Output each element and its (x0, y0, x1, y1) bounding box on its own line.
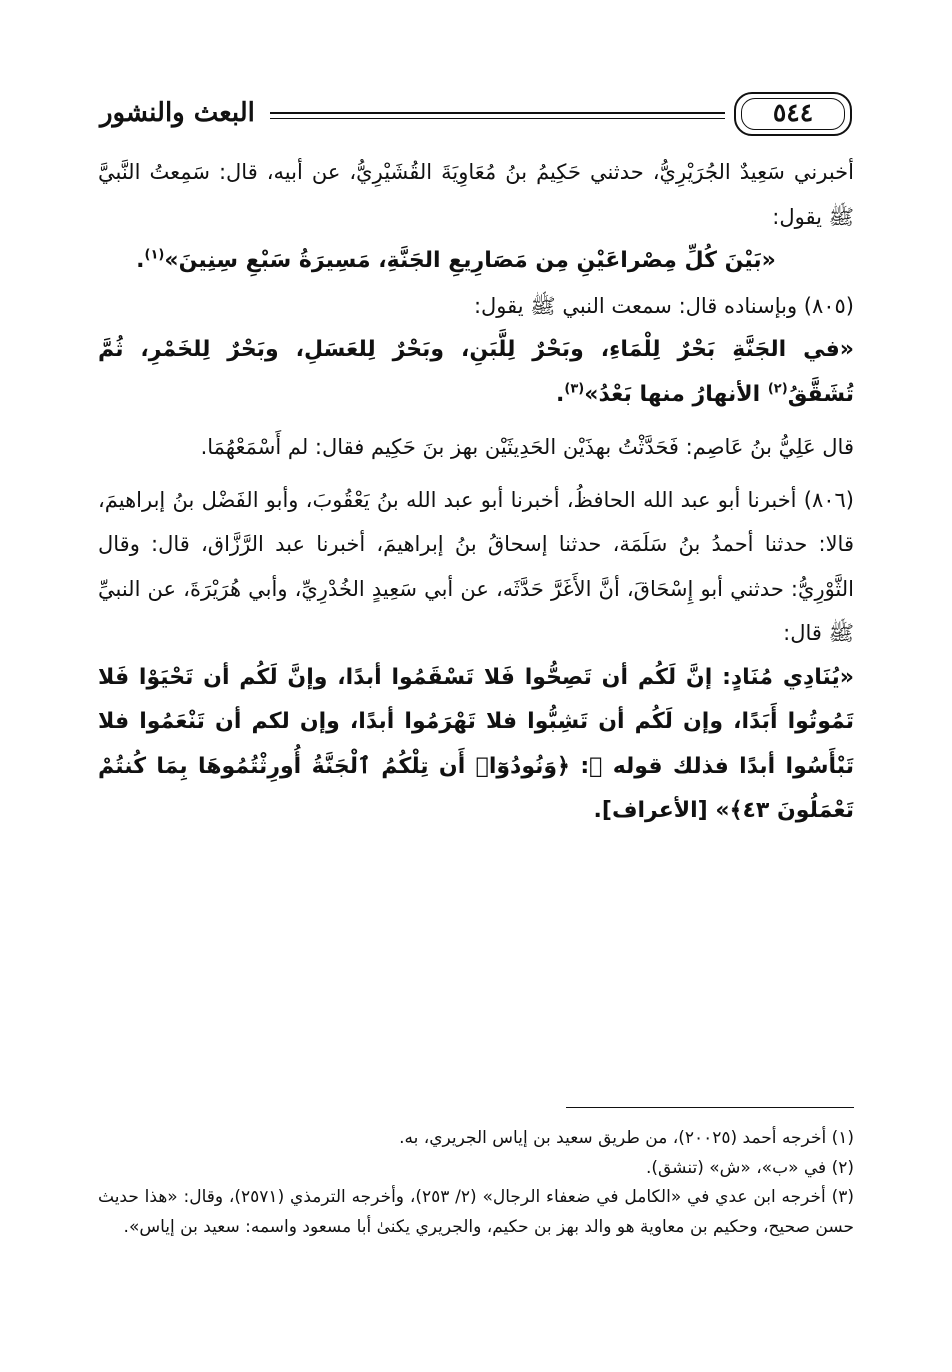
page-number: ٥٤٤ (772, 98, 814, 127)
footnote-ref-1[interactable]: (١) (144, 247, 165, 263)
footnote-ref-3[interactable]: (٣) (564, 381, 585, 397)
hadith-1-end: . (136, 248, 145, 273)
hadith-3 (98, 656, 854, 834)
footnote-2: (٢) في «ب»، «ش» (تنشق). (645, 1157, 854, 1178)
paragraph-gap (98, 470, 854, 478)
paragraph-narration-805: (٨٠٥) وبإسناده قال: سمعت النبي ﷺ يقول: (473, 293, 854, 318)
page-header (100, 92, 852, 142)
paragraph-gap (98, 417, 854, 425)
paragraph-narration-1: أخبرني سَعِيدٌ الجُرَيْرِيُّ، حدثني حَكِيمُ بنُ مُعَاوِيَةَ القُشَيْرِيُّ، عن أبيه، قال: سَمِعتُ النَّبيَّ ﷺ يقول: (98, 160, 854, 229)
footnotes (98, 1124, 854, 1242)
running-title: البعث والنشور (100, 98, 255, 128)
footnote-separator (566, 1107, 854, 1108)
page-number-frame (734, 92, 852, 136)
main-text (98, 150, 854, 834)
hadith-2-text: «في الجَنَّةِ بَحْرٌ لِلْمَاءِ، وبَحْرٌ لِلَّبَنِ، وبَحْرٌ لِلعَسَلِ، وبَحْرٌ لِلخَمْرِ، ثُمَّ تُشَقَّقُ (98, 337, 854, 407)
hadith-1 (98, 239, 854, 284)
header-rule-thin (270, 118, 725, 119)
hadith-1-text: «بَيْنَ كُلِّ مِصْراعَيْنِ مِن مَصَارِيعِ الجَنَّةِ، مَسِيرَةُ سَبْعِ سِنِينَ» (164, 248, 776, 273)
hadith-2-end: . (556, 381, 565, 407)
paragraph-narration-806: (٨٠٦) أخبرنا أبو عبد الله الحافظُ، أخبرنا أبو عبد الله بنُ يَعْقُوبَ، وأبو الفَضْل بنُ إبراهيمَ، قالا: حدثنا أحمدُ بنُ سَلَمَة، حدثنا إسحاقُ بنُ إبراهيمَ، أخبرنا عبد الرَّزَّاق، قال: وقال الثَّوْرِيُّ: حدثني أبو إِسْحَاقَ، أنَّ الأَغَرَّ حَدَّثَه، عن أبي سَعِيدٍ الخُدْرِيِّ، وأبي هُرَيْرَةَ، عن النبيِّ ﷺ قال: (98, 487, 854, 645)
header-rule (270, 112, 725, 114)
footnote-ref-2[interactable]: (٢) (767, 381, 788, 397)
hadith-2 (98, 328, 854, 417)
hadith-2-tail: الأنهارُ منها بَعْدُ» (584, 381, 768, 407)
hadith-3-text: «يُنَادِي مُنَادٍ: إنَّ لَكُم أن تَصِحُّوا فَلا تَسْقَمُوا أبدًا، وإنَّ لَكُم أن تَحْيَوْا فَلا تَمُوتُوا أَبَدًا، وإن لَكُم أن تَشِبُّوا فلا تَهْرَمُوا أبدًا، وإن لكم أن تَنْعَمُوا فلا تَبْأَسُوا أبدًا فذلك قوله ﷻ: ﴿وَنُودُوٓا۟ أَن تِلْكُمُ ٱلْجَنَّةُ أُورِثْتُمُوهَا بِمَا كُنتُمْ تَعْمَلُونَ ٤٣﴾» (98, 664, 854, 823)
footnote-3: (٣) أخرجه ابن عدي في «الكامل في ضعفاء الرجال» (٢/ ٢٥٣)، وأخرجه الترمذي (٢٥٧١)، وقال: «هذا حديث حسن صحيح، وحكيم بن معاوية هو والد بهز بن حكيم، والجريري يكنىٰ أبا مسعود واسمه: سعيد بن إياس». (98, 1187, 854, 1237)
footnote-1: (١) أخرجه أحمد (٢٠٠٢٥)، من طريق سعيد بن إياس الجريري، به. (399, 1128, 854, 1148)
paragraph-ali-ibn-asim: قال عَلِيُّ بنُ عَاصِم: فَحَدَّثْتُ بهذَيْن الحَدِيثَيْن بهز بنَ حَكِيم فقال: لم أَسْمَعْهُمَا. (200, 435, 854, 459)
hadith-3-tail: [الأعراف]. (593, 798, 716, 823)
